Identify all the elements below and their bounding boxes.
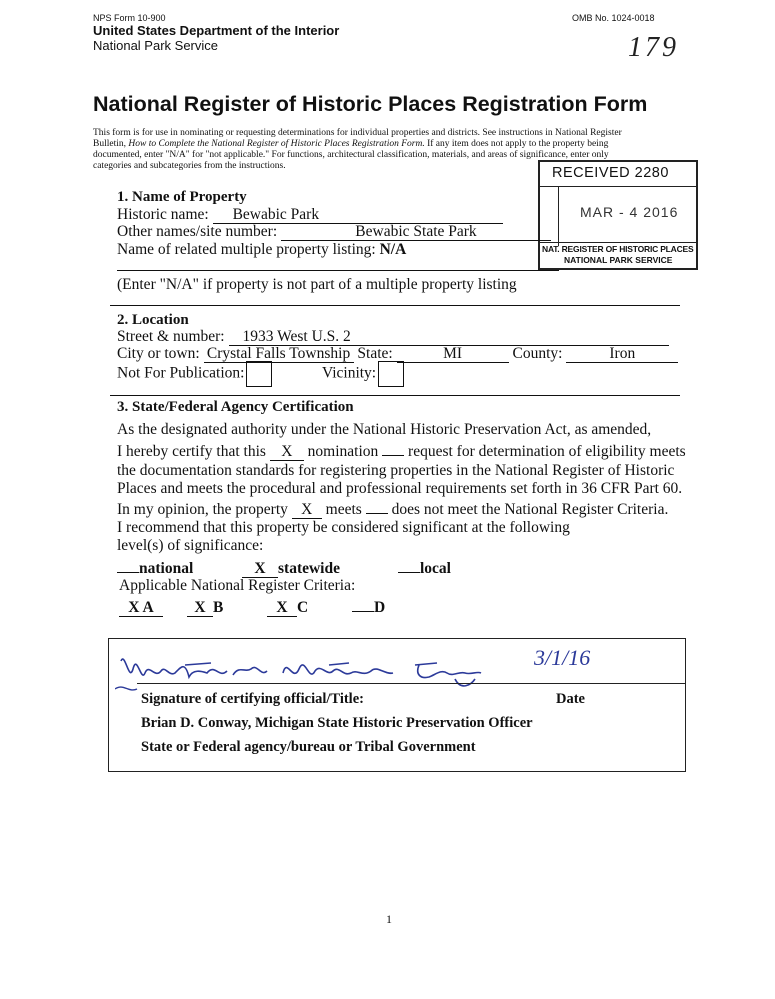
criterion-d-mark[interactable] xyxy=(352,611,374,612)
intro-line-1: This form is for use in nominating or requesting determinations for individual properties and districts. See instructions in National Register xyxy=(93,128,622,138)
related-listing-label: Name of related multiple property listing: xyxy=(117,241,376,258)
stamp-received: RECEIVED 2280 xyxy=(552,165,669,181)
nomination-mark[interactable]: X xyxy=(270,444,304,461)
section-1-note: (Enter "N/A" if property is not part of a multiple property listing xyxy=(117,276,517,293)
opinion-line-1 xyxy=(117,501,668,519)
county-value[interactable]: Iron xyxy=(566,346,678,363)
stamp-date: MAR - 4 2016 xyxy=(580,204,679,220)
state-label: State: xyxy=(357,345,393,362)
not-for-publication-checkbox[interactable] xyxy=(246,361,272,387)
criterion-a[interactable] xyxy=(119,599,163,617)
county-label: County: xyxy=(512,345,563,362)
stamp-register: NAT. REGISTER OF HISTORIC PLACES xyxy=(542,244,694,254)
intro-line-2-end: If any item does not apply to the property being xyxy=(424,139,609,149)
criterion-a-mark[interactable]: X A xyxy=(119,600,163,617)
statewide-mark[interactable]: X xyxy=(242,561,278,578)
vicinity-checkbox[interactable] xyxy=(378,361,404,387)
signature-label: Signature of certifying official/Title: xyxy=(141,691,364,707)
section-2-heading: 2. Location xyxy=(117,312,189,328)
bureau-name: National Park Service xyxy=(93,38,218,53)
page-title: National Register of Historic Places Registration Form xyxy=(93,92,648,116)
certifying-official: Brian D. Conway, Michigan State Historic Preservation Officer xyxy=(141,715,533,731)
publication-row xyxy=(117,361,404,387)
historic-name-value[interactable]: Bewabic Park xyxy=(213,207,503,224)
certification-line-3: Places and meets the procedural and professional requirements set forth in 36 CFR Part 60. xyxy=(117,480,683,497)
criteria-label: Applicable National Register Criteria: xyxy=(119,577,356,594)
statewide-label: statewide xyxy=(278,560,340,577)
section-3-heading: 3. State/Federal Agency Certification xyxy=(117,399,354,415)
intro-line-2 xyxy=(93,139,683,150)
form-number: NPS Form 10-900 xyxy=(93,13,166,23)
related-listing-row xyxy=(117,241,406,259)
other-names-value[interactable]: Bewabic State Park xyxy=(281,224,551,241)
local-label: local xyxy=(420,560,451,577)
signature-date: 3/1/16 xyxy=(534,645,591,670)
omb-number: OMB No. 1024-0018 xyxy=(572,13,655,23)
stamp-nps: NATIONAL PARK SERVICE xyxy=(564,255,673,265)
intro-line-3: documented, enter "N/A" for "not applicable." For functions, architectural classification, materials, and areas of significance, enter only xyxy=(93,150,609,160)
opinion-line-2: I recommend that this property be considered significant at the following xyxy=(117,519,570,537)
statewide-level xyxy=(242,560,340,578)
certify-text: I hereby certify that this xyxy=(117,443,266,460)
request-mark[interactable] xyxy=(382,455,404,456)
meets-mark[interactable]: X xyxy=(292,502,322,519)
opinion-line-3: level(s) of significance: xyxy=(117,536,264,554)
certification-line-2: the documentation standards for registering properties in the National Register of Historic xyxy=(117,461,675,479)
received-stamp xyxy=(538,160,698,270)
certification-line-1 xyxy=(117,443,686,462)
local-mark[interactable] xyxy=(398,572,420,573)
historic-name-label: Historic name: xyxy=(117,206,209,223)
significance-levels xyxy=(117,560,193,578)
criterion-d[interactable] xyxy=(352,599,385,617)
does-not-meet-label: does not meet the National Register Criteria. xyxy=(391,501,669,518)
handwritten-signature xyxy=(115,643,575,695)
request-label: request for determination of eligibility meets xyxy=(408,443,686,460)
agency-name: United States Department of the Interior xyxy=(93,23,340,38)
opinion-paragraph xyxy=(117,501,668,554)
section-1-heading: 1. Name of Property xyxy=(117,189,247,205)
state-value[interactable]: MI xyxy=(397,346,509,363)
certifying-agency: State or Federal agency/bureau or Tribal Government xyxy=(141,739,476,755)
street-row xyxy=(117,328,669,346)
criterion-c[interactable] xyxy=(267,599,308,617)
city-label: City or town: xyxy=(117,345,200,362)
criterion-b[interactable] xyxy=(187,599,223,617)
city-value[interactable]: Crystal Falls Township xyxy=(204,346,354,363)
not-for-publication-label: Not For Publication: xyxy=(117,364,245,382)
other-names-row xyxy=(117,223,551,241)
related-listing-value[interactable]: N/A xyxy=(379,241,407,258)
does-not-meet-mark[interactable] xyxy=(366,513,388,514)
handwritten-page-number: 179 xyxy=(628,32,679,63)
other-names-label: Other names/site number: xyxy=(117,223,278,240)
intro-line-2-italic: How to Complete the National Register of Historic Places Registration Form. xyxy=(128,139,425,149)
meets-label: meets xyxy=(325,501,362,518)
street-value[interactable]: 1933 West U.S. 2 xyxy=(229,329,669,346)
intro-line-2-start: Bulletin, xyxy=(93,139,129,149)
criterion-b-mark[interactable]: X xyxy=(187,600,213,617)
national-label: national xyxy=(139,560,194,577)
nomination-label: nomination xyxy=(307,443,379,460)
intro-line-4: categories and subcategories from the instructions. xyxy=(93,161,286,171)
authority-statement: As the designated authority under the National Historic Preservation Act, as amended, xyxy=(117,421,652,438)
criterion-d-label: D xyxy=(374,599,386,616)
historic-name-row xyxy=(117,206,503,224)
criterion-b-label: B xyxy=(213,599,224,616)
signature-date-label: Date xyxy=(556,691,585,707)
page-number: 1 xyxy=(386,912,392,926)
opinion-text: In my opinion, the property xyxy=(117,501,288,518)
certification-paragraph xyxy=(117,443,686,499)
national-mark[interactable] xyxy=(117,572,139,573)
signature-box xyxy=(108,638,686,772)
local-level xyxy=(398,560,451,578)
vicinity-label: Vicinity: xyxy=(321,364,377,382)
criterion-c-label: C xyxy=(297,599,309,616)
street-label: Street & number: xyxy=(117,328,225,345)
criterion-c-mark[interactable]: X xyxy=(267,600,297,617)
